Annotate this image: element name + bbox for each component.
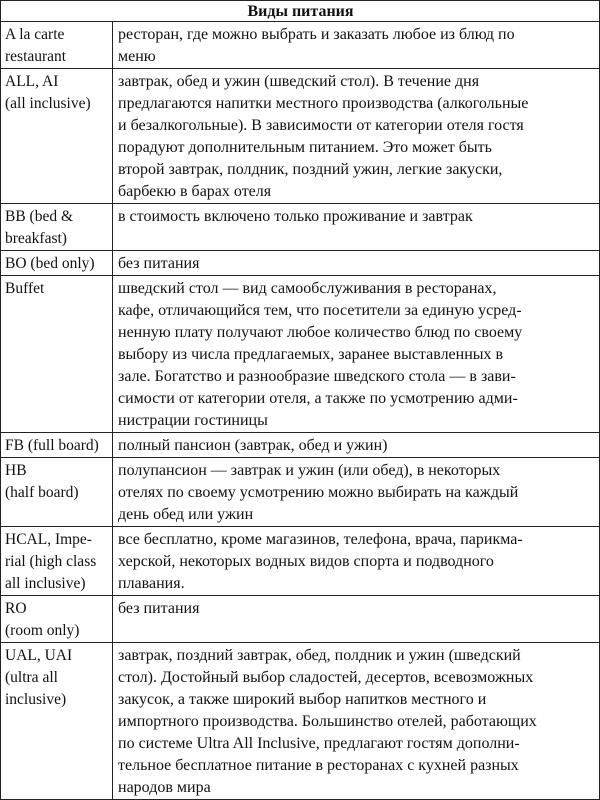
- description-text: ненную плату получают любое количество блюд по своему: [118, 324, 523, 341]
- term-text: A la carte: [5, 26, 65, 43]
- description-text: предлагаются напитки местного производства (алкогольные: [118, 95, 529, 112]
- description-cell: [113, 251, 600, 276]
- description-text: херской, некоторых водных видов спорта и подводного: [118, 553, 494, 570]
- description-text: симости от категории отеля, а также по усмотрению адми-: [118, 390, 518, 407]
- description-text: без питания: [118, 600, 200, 617]
- table-row: [1, 276, 600, 433]
- description-cell: [113, 458, 600, 527]
- description-text: закусок, а также широкий выбор напитков местного и: [118, 691, 487, 708]
- description-text: ресторан, где можно выбрать и заказать любое из блюд по: [118, 26, 515, 43]
- term-cell: [1, 276, 113, 433]
- description-text: меню: [118, 48, 156, 65]
- table-body: [1, 22, 600, 800]
- term-text: Buffet: [5, 280, 45, 297]
- term-text: rial (high class: [5, 553, 97, 570]
- description-cell: [113, 433, 600, 458]
- table-header-row: [1, 1, 600, 22]
- description-text: отелях по своему усмотрению можно выбирать на каждый: [118, 484, 519, 501]
- description-cell: [113, 22, 600, 69]
- description-text: плавания.: [118, 575, 185, 592]
- term-cell: [1, 596, 113, 643]
- term-cell: [1, 69, 113, 204]
- term-text: all inclusive): [5, 575, 86, 592]
- description-text: выбору из числа предлагаемых, заранее выставленных в: [118, 346, 504, 363]
- term-text: BB (bed &: [5, 208, 74, 225]
- table-row: [1, 69, 600, 204]
- table-row: [1, 433, 600, 458]
- term-cell: [1, 204, 113, 251]
- description-text: барбекю в барах отеля: [118, 183, 272, 200]
- description-cell: [113, 527, 600, 596]
- term-text: ALL, AI: [5, 73, 59, 90]
- description-cell: [113, 596, 600, 643]
- description-text: полный пансион (завтрак, обед и ужин): [118, 437, 388, 454]
- description-cell: [113, 69, 600, 204]
- term-text: inclusive): [5, 691, 67, 708]
- description-cell: [113, 204, 600, 251]
- term-text: (room only): [5, 622, 80, 639]
- description-text: все бесплатно, кроме магазинов, телефона, врача, парикма-: [118, 531, 523, 548]
- term-text: UAL, UAI: [5, 647, 73, 664]
- term-text: (all inclusive): [5, 95, 91, 112]
- description-text: в стоимость включено только проживание и завтрак: [118, 208, 473, 225]
- term-cell: [1, 643, 113, 800]
- term-text: (half board): [5, 484, 79, 501]
- description-cell: [113, 643, 600, 800]
- description-text: без питания: [118, 255, 200, 272]
- term-text: breakfast): [5, 230, 67, 247]
- description-text: кафе, отличающийся тем, что посетители за единую усред-: [118, 302, 522, 319]
- table-row: [1, 527, 600, 596]
- description-text: шведский стол — вид самообслуживания в ресторанах,: [118, 280, 497, 297]
- description-text: второй завтрак, полдник, поздний ужин, легкие закуски,: [118, 161, 503, 178]
- term-cell: [1, 251, 113, 276]
- description-text: по системе Ultra All Inclusive, предлагают гостям дополни-: [118, 735, 520, 752]
- description-text: нистрации гостиницы: [118, 412, 268, 429]
- term-cell: [1, 527, 113, 596]
- term-cell: [1, 433, 113, 458]
- table-row: [1, 22, 600, 69]
- table-title: Виды питания: [1, 1, 600, 22]
- table-row: [1, 643, 600, 800]
- description-cell: [113, 276, 600, 433]
- description-text: завтрак, обед и ужин (шведский стол). В течение дня: [118, 73, 480, 90]
- table-row: [1, 458, 600, 527]
- term-cell: [1, 458, 113, 527]
- description-text: полупансион — завтрак и ужин (или обед), в некоторых: [118, 462, 501, 479]
- description-text: импортного производства. Большинство отелей, работающих: [118, 713, 537, 730]
- description-text: порадуют дополнительным питанием. Это может быть: [118, 139, 492, 156]
- description-text: народов мира: [118, 779, 211, 796]
- term-text: HCAL, Impe-: [5, 531, 92, 548]
- description-text: день обед или ужин: [118, 506, 254, 523]
- term-text: restaurant: [5, 48, 67, 65]
- table-row: [1, 204, 600, 251]
- term-text: (ultra all: [5, 669, 58, 686]
- term-text: BO (bed only): [5, 255, 95, 272]
- description-text: стол). Достойный выбор сладостей, десертов, всевозможных: [118, 669, 534, 686]
- description-text: и безалкогольные). В зависимости от категории отеля гостя: [118, 117, 524, 134]
- term-text: RO: [5, 600, 27, 617]
- description-text: завтрак, поздний завтрак, обед, полдник и ужин (шведский: [118, 647, 521, 664]
- description-text: тельное бесплатное питание в ресторанах с кухней разных: [118, 757, 519, 774]
- table-row: [1, 596, 600, 643]
- term-text: FB (full board): [5, 437, 99, 454]
- term-cell: [1, 22, 113, 69]
- term-text: HB: [5, 462, 27, 479]
- description-text: зале. Богатство и разнообразие шведского стола — в зави-: [118, 368, 516, 385]
- table-row: [1, 251, 600, 276]
